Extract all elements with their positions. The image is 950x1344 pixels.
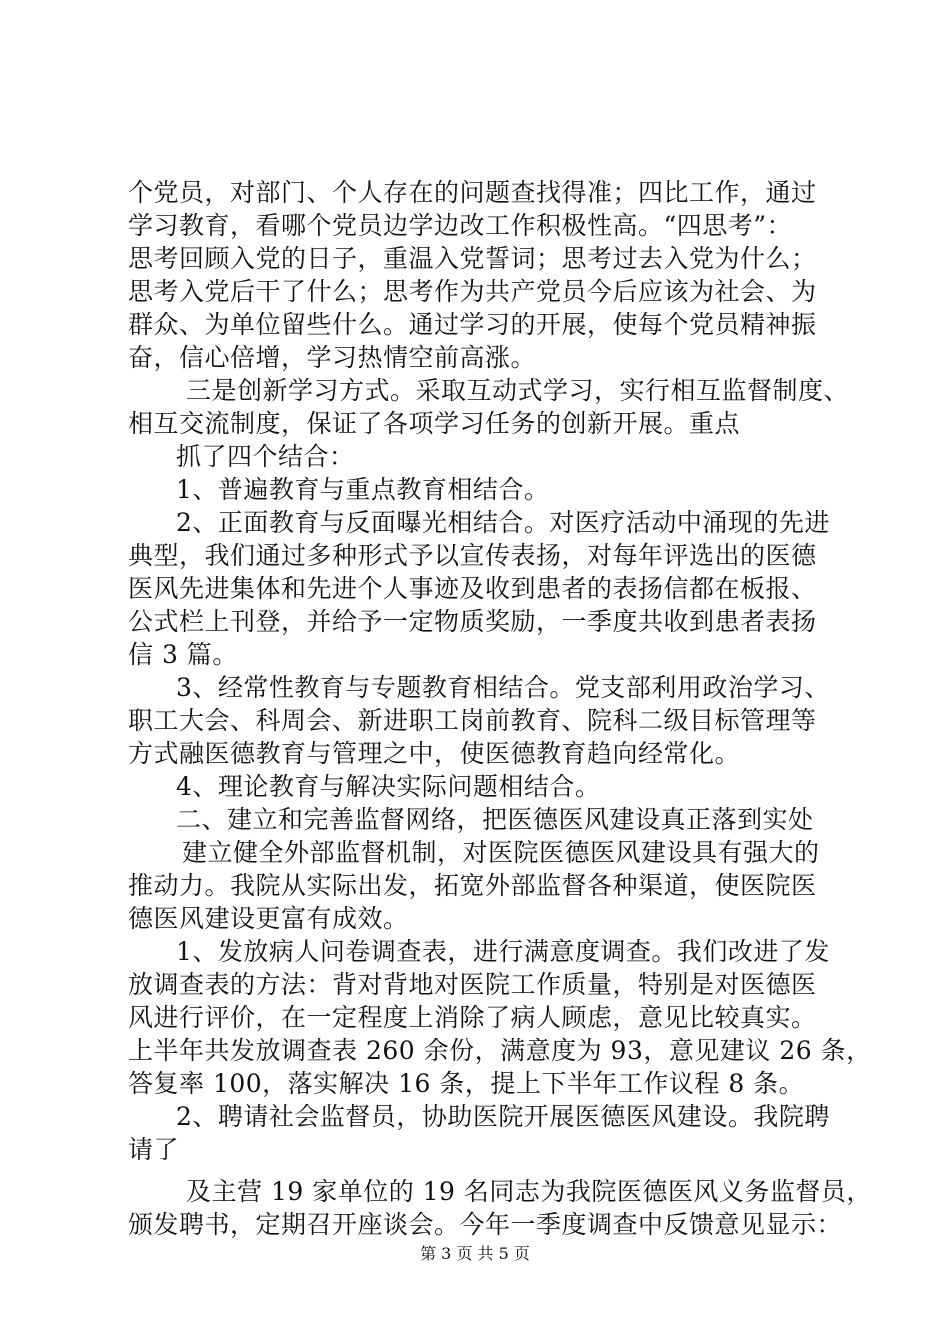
section-heading: 二、建立和完善监督网络，把医德医风建设真正落到实处: [176, 805, 814, 834]
text-line: 风进行评价，在一定程度上消除了病人顾虑，意见比较真实。: [128, 1003, 817, 1032]
text-line: 3、经常性教育与专题教育相结合。党支部利用政治学习、: [176, 673, 830, 702]
text-line: 信 3 篇。: [128, 640, 238, 669]
text-line: 群众、为单位留些什么。通过学习的开展，使每个党员精神振: [128, 310, 817, 339]
text-line: 方式融医德教育与管理之中，使医德教育趋向经常化。: [128, 739, 741, 768]
text-line: 医风先进集体和先进个人事迹及收到患者的表扬信都在板报、: [128, 574, 817, 603]
text-line: 三是创新学习方式。采取互动式学习，实行相互监督制度、: [186, 376, 850, 405]
text-line: 相互交流制度，保证了各项学习任务的创新开展。重点: [128, 409, 741, 438]
text-line: 思考入党后干了什么；思考作为共产党员今后应该为社会、为: [128, 277, 817, 306]
text-line: 2、正面教育与反面曝光相结合。对医疗活动中涌现的先进: [176, 508, 830, 537]
text-line: 职工大会、科周会、新进职工岗前教育、院科二级目标管理等: [128, 706, 817, 735]
text-line: 建立健全外部监督机制，对医院医德医风建设具有强大的: [182, 838, 820, 867]
text-line: 放调查表的方法：背对背地对医院工作质量，特别是对医德医: [128, 970, 817, 999]
text-line: 上半年共发放调查表 260 余份，满意度为 93，意见建议 26 条，: [128, 1036, 872, 1065]
text-line: 2、聘请社会监督员，协助医院开展医德医风建设。我院聘: [176, 1102, 830, 1131]
text-line: 思考回顾入党的日子，重温入党誓词；思考过去入党为什么；: [128, 244, 817, 273]
text-line: 抓了四个结合：: [176, 442, 355, 471]
text-line: 及主营 19 家单位的 19 名同志为我院医德医风义务监督员，: [186, 1177, 872, 1206]
text-line: 4、理论教育与解决实际问题相结合。: [176, 772, 601, 801]
text-line: 推动力。我院从实际出发，拓宽外部监督各种渠道，使医院医: [128, 871, 817, 900]
text-line: 请了: [128, 1135, 180, 1164]
text-line: 奋，信心倍增，学习热情空前高涨。: [128, 343, 537, 372]
page-number: 第 3 页 共 5 页: [420, 1244, 530, 1263]
text-line: 典型，我们通过多种形式予以宣传表扬，对每年评选出的医德: [128, 541, 817, 570]
text-line: 1、普遍教育与重点教育相结合。: [176, 475, 550, 504]
text-line: 1、发放病人问卷调查表，进行满意度调查。我们改进了发: [176, 937, 830, 966]
text-line: 公式栏上刊登，并给予一定物质奖励，一季度共收到患者表扬: [128, 607, 817, 636]
text-line: 德医风建设更富有成效。: [128, 904, 409, 933]
text-line: 个党员，对部门、个人存在的问题查找得准；四比工作，通过: [128, 178, 817, 207]
text-line: 学习教育，看哪个党员边学边改工作积极性高。“四思考”：: [128, 211, 793, 240]
text-line: 颁发聘书，定期召开座谈会。今年一季度调查中反馈意见显示：: [128, 1210, 843, 1239]
text-line: 答复率 100，落实解决 16 条，提上下半年工作议程 8 条。: [128, 1069, 805, 1098]
